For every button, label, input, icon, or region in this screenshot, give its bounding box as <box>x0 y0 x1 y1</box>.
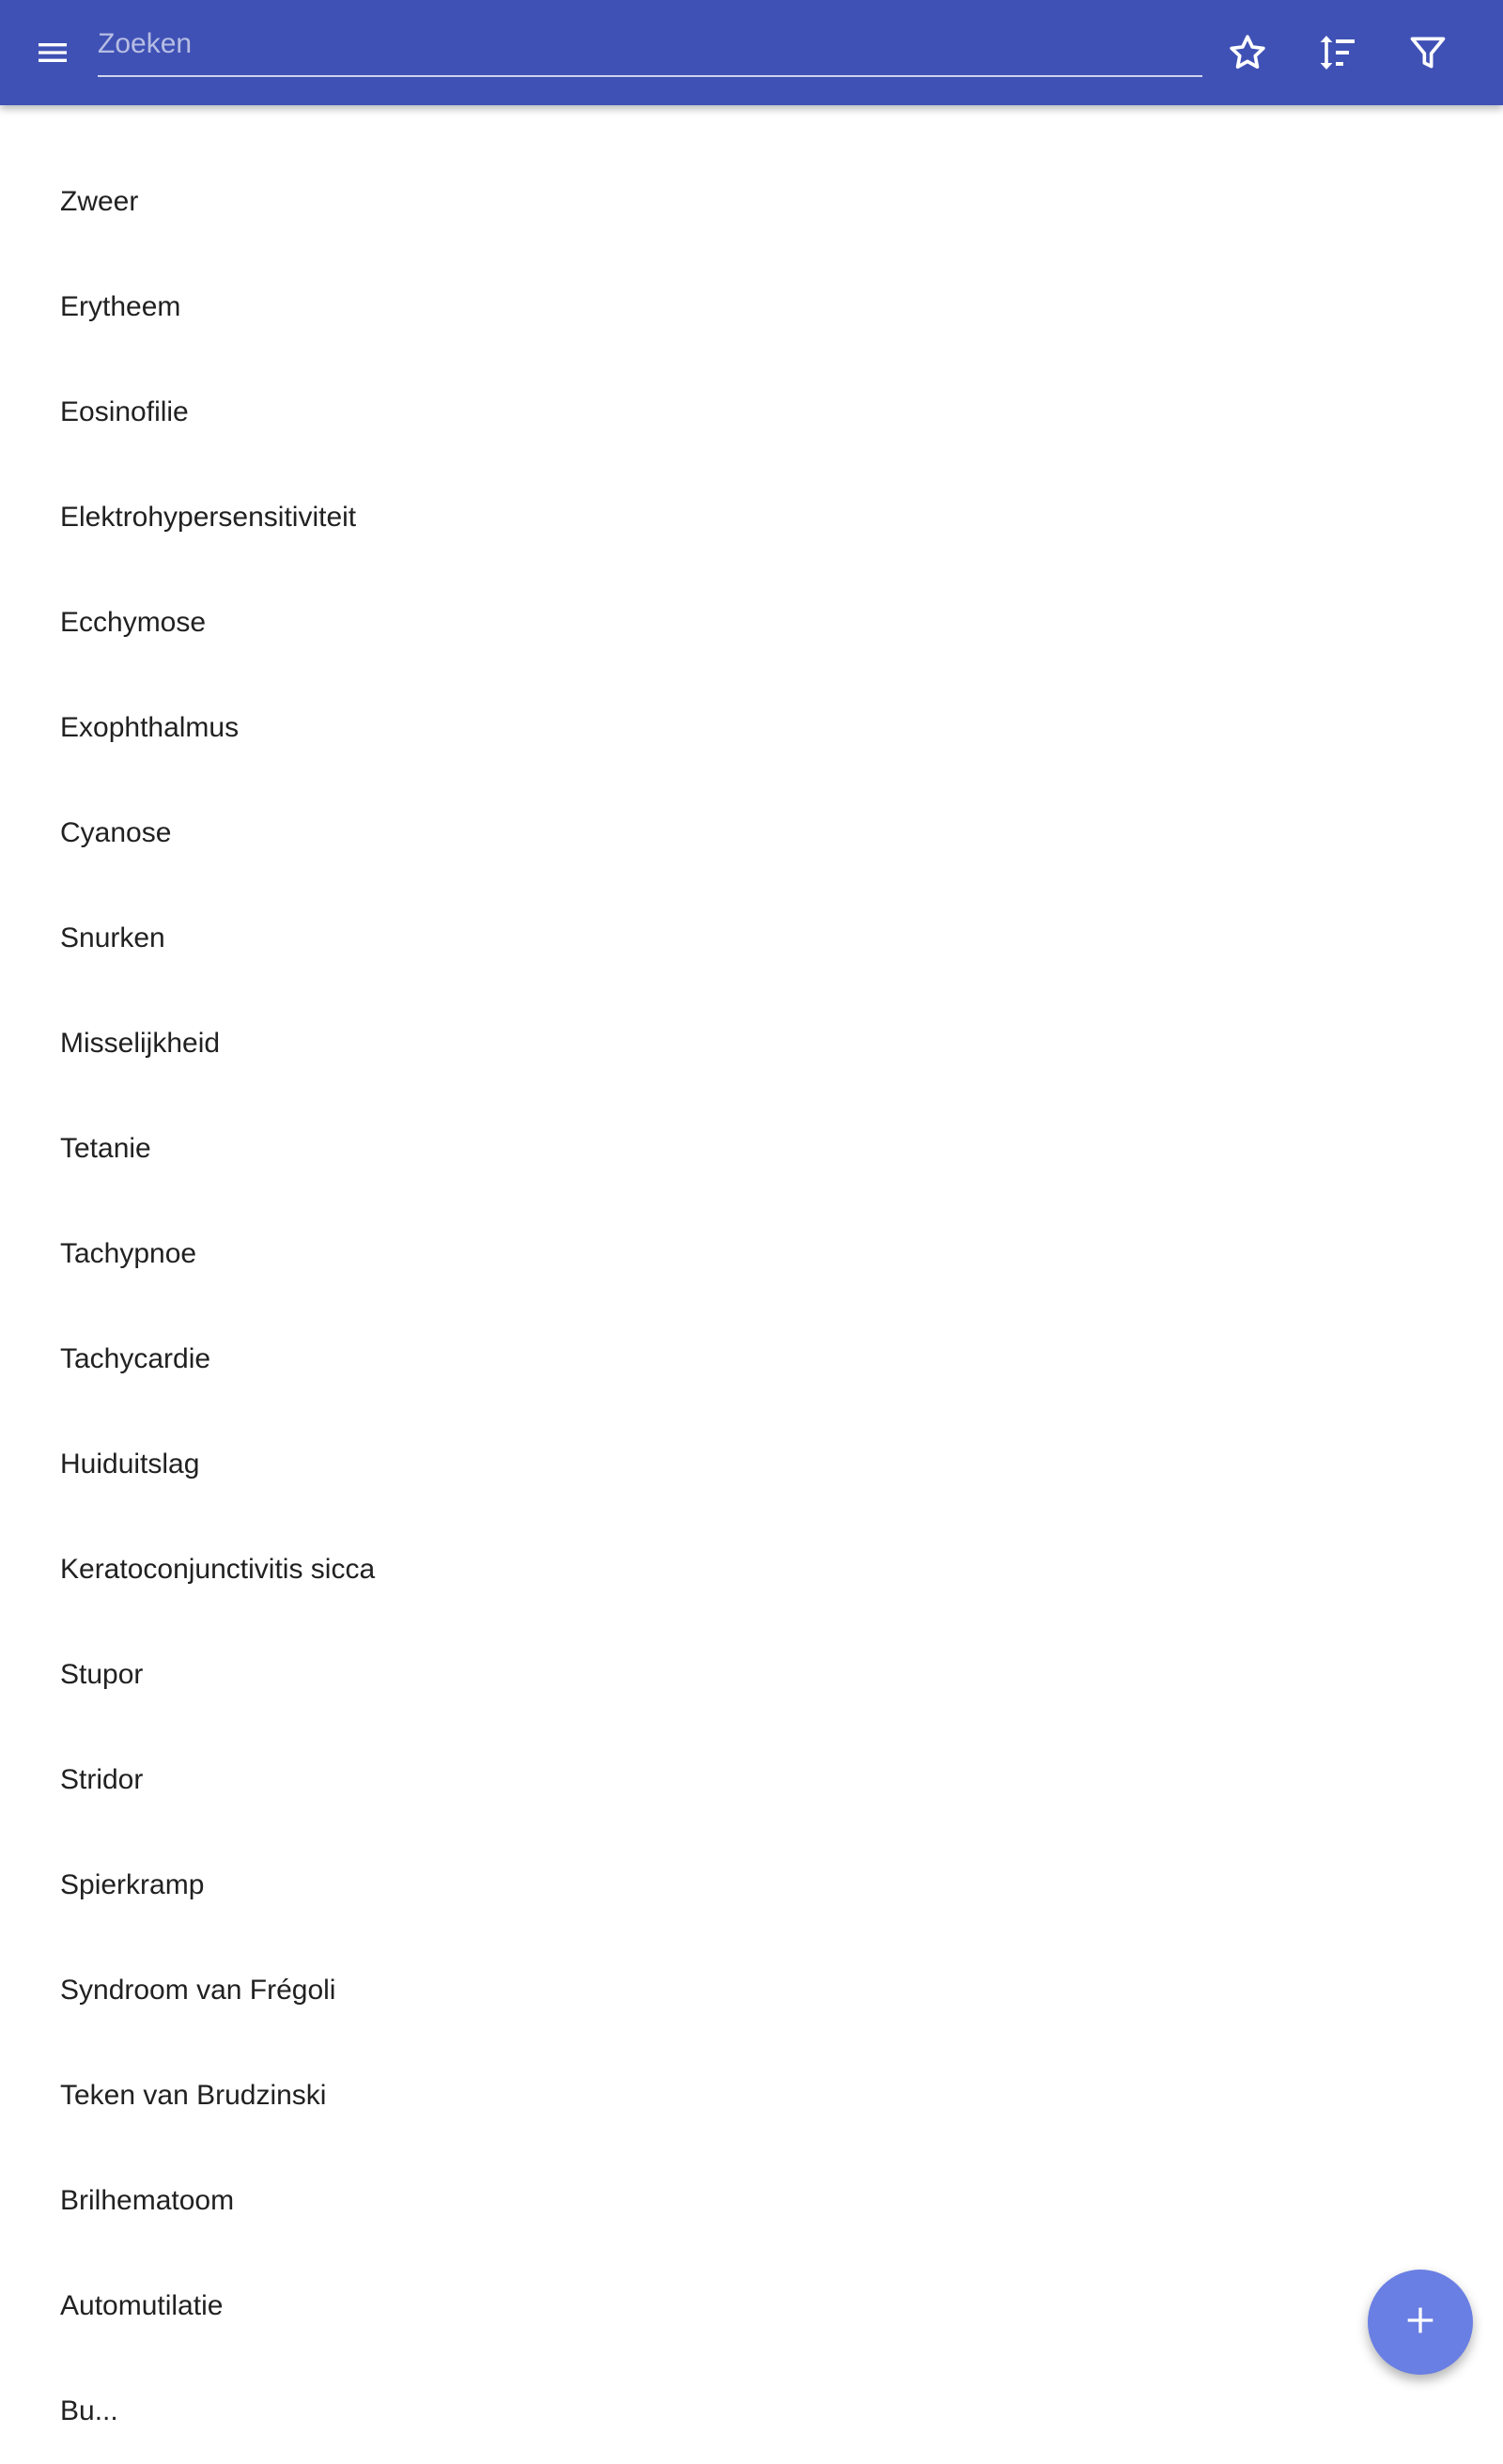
list-item[interactable]: Eosinofilie <box>60 396 189 427</box>
sort-button[interactable] <box>1304 19 1371 86</box>
list-item[interactable]: Cyanose <box>60 817 172 848</box>
list-item[interactable]: Brilhematoom <box>60 2185 235 2216</box>
list-item[interactable]: Exophthalmus <box>60 712 240 743</box>
list-item[interactable]: Zweer <box>60 186 139 217</box>
filter-button[interactable] <box>1394 19 1462 86</box>
list-item[interactable]: Tachycardie <box>60 1343 211 1374</box>
sort-icon <box>1315 30 1360 75</box>
list-item[interactable]: Stupor <box>60 1659 144 1690</box>
list-item[interactable]: Teken van Brudzinski <box>60 2080 327 2111</box>
search-input[interactable] <box>98 17 1202 71</box>
list-item[interactable]: Tetanie <box>60 1133 151 1164</box>
menu-button[interactable] <box>19 19 86 86</box>
search-field <box>98 17 1202 77</box>
filter-icon <box>1407 32 1449 73</box>
list-item[interactable]: Bu... <box>60 2395 118 2426</box>
list-item[interactable]: Elektrohypersensitiviteit <box>60 502 357 533</box>
list-item[interactable]: Syndroom van Frégoli <box>60 1975 336 2006</box>
list-item[interactable]: Spierkramp <box>60 1869 205 1900</box>
list-item[interactable]: Automutilatie <box>60 2290 224 2321</box>
symptom-list[interactable] <box>0 105 1503 2426</box>
list-item[interactable]: Keratoconjunctivitis sicca <box>60 1554 376 1585</box>
list-item[interactable]: Snurken <box>60 922 165 953</box>
plus-icon <box>1402 2301 1439 2344</box>
list-item[interactable]: Huiduitslag <box>60 1449 200 1480</box>
list-item[interactable]: Misselijkheid <box>60 1028 221 1059</box>
star-outline-icon <box>1227 32 1268 73</box>
app-bar <box>0 0 1503 105</box>
list-item[interactable]: Stridor <box>60 1764 144 1795</box>
list-item[interactable]: Tachypnoe <box>60 1238 197 1269</box>
list-item[interactable]: Ecchymose <box>60 607 207 638</box>
list-item[interactable]: Erytheem <box>60 291 181 322</box>
favorites-button[interactable] <box>1214 19 1281 86</box>
menu-icon <box>34 34 71 71</box>
add-button[interactable] <box>1368 2270 1473 2375</box>
